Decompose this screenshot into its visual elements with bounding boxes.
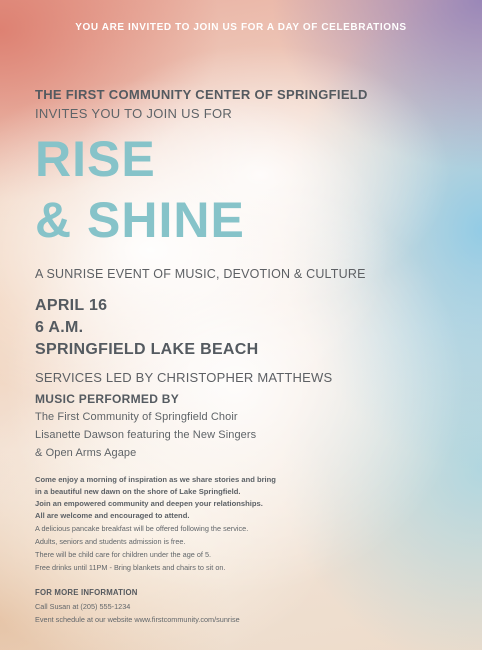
performer-item: The First Community of Springfield Choir (35, 411, 238, 423)
event-location: SPRINGFIELD LAKE BEACH (35, 341, 259, 358)
detail-line: Free drinks until 11PM - Bring blankets and chairs to sit on. (35, 563, 226, 572)
detail-line: A delicious pancake breakfast will be offered following the service. (35, 524, 249, 533)
event-title-line1: RISE (35, 131, 156, 187)
event-subtitle: A SUNRISE EVENT OF MUSIC, DEVOTION & CULTURE (35, 267, 366, 281)
event-title-line2: & SHINE (35, 192, 245, 248)
info-heading: FOR MORE INFORMATION (35, 588, 138, 597)
music-heading: MUSIC PERFORMED BY (35, 392, 180, 406)
event-time: 6 A.M. (35, 319, 84, 336)
performer-item: Lisanette Dawson featuring the New Singers (35, 429, 257, 441)
description-bold-line: Come enjoy a morning of inspiration as we share stories and bring (35, 475, 276, 484)
detail-line: There will be child care for children under the age of 5. (35, 550, 212, 559)
detail-line: Adults, seniors and students admission is free. (35, 537, 186, 546)
invite-line: INVITES YOU TO JOIN US FOR (35, 106, 233, 121)
description-bold-line: All are welcome and encouraged to attend. (35, 511, 190, 520)
performer-item: & Open Arms Agape (35, 447, 137, 459)
host-name: THE FIRST COMMUNITY CENTER OF SPRINGFIELD (35, 87, 368, 102)
event-date: APRIL 16 (35, 297, 108, 314)
tagline: YOU ARE INVITED TO JOIN US FOR A DAY OF CELEBRATIONS (75, 22, 407, 33)
description-bold-line: in a beautiful new dawn on the shore of Lake Springfield. (35, 487, 241, 496)
contact-phone: Call Susan at (205) 555-1234 (35, 602, 131, 611)
contact-website: Event schedule at our website www.firstcommunity.com/sunrise (35, 615, 240, 624)
description-bold-line: Join an empowered community and deepen your relationships. (35, 499, 263, 508)
services-line: SERVICES LED BY CHRISTOPHER MATTHEWS (35, 370, 333, 385)
